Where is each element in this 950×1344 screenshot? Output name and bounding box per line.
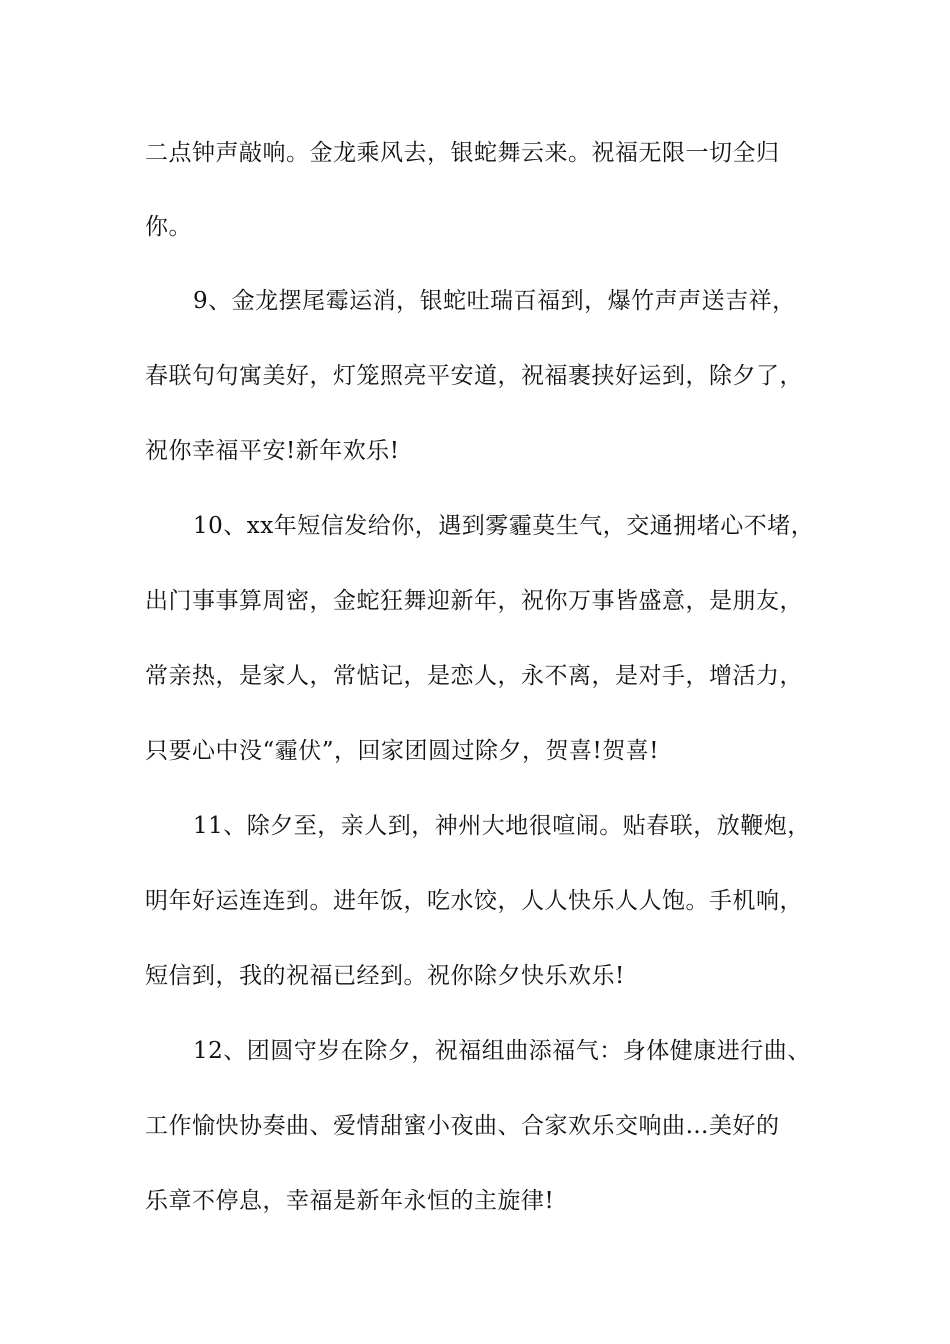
paragraph-first-line: 11、除夕至，亲人到，神州大地很喧闹。贴春联，放鞭炮， [193, 813, 811, 839]
paragraph-first-line: 9、金龙摆尾霉运消，银蛇吐瑞百福到，爆竹声声送吉祥， [193, 288, 796, 314]
text-line: 短信到，我的祝福已经到。祝你除夕快乐欢乐! [145, 963, 625, 989]
text-line: 祝你幸福平安!新年欢乐! [145, 438, 400, 464]
text-line: 出门事事算周密，金蛇狂舞迎新年，祝你万事皆盛意，是朋友， [145, 588, 803, 614]
text-line: 只要心中没“霾伏”，回家团圆过除夕，贺喜!贺喜! [145, 738, 660, 764]
text-line: 二点钟声敲响。金龙乘风去，银蛇舞云来。祝福无限一切全归 [145, 140, 780, 166]
paragraph-first-line: 10、xx年短信发给你，遇到雾霾莫生气，交通拥堵心不堵， [193, 513, 815, 539]
text-line: 乐章不停息，幸福是新年永恒的主旋律! [145, 1188, 555, 1214]
text-line: 春联句句寓美好，灯笼照亮平安道，祝福裹挟好运到，除夕了， [145, 363, 803, 389]
text-line: 常亲热，是家人，常惦记，是恋人，永不离，是对手，增活力， [145, 663, 803, 689]
text-line: 工作愉快协奏曲、爱情甜蜜小夜曲、合家欢乐交响曲…美好的 [145, 1113, 780, 1139]
text-line: 明年好运连连到。进年饭，吃水饺，人人快乐人人饱。手机响， [145, 888, 803, 914]
text-line: 你。 [145, 214, 192, 240]
paragraph-first-line: 12、团圆守岁在除夕，祝福组曲添福气：身体健康进行曲、 [193, 1038, 811, 1064]
